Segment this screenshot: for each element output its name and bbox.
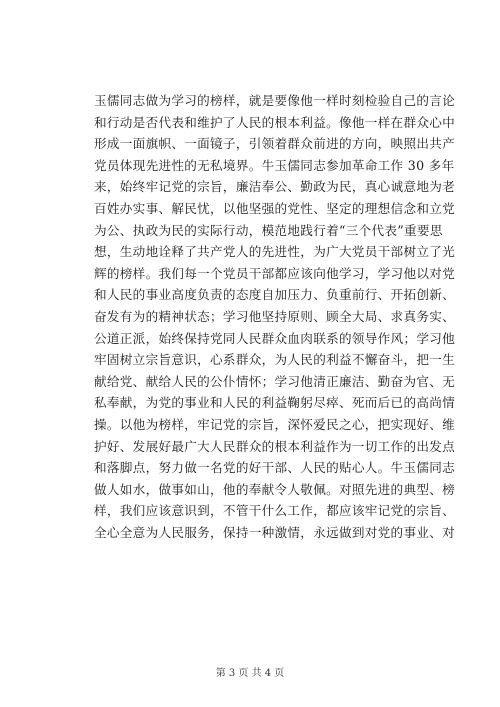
text-line: 私奉献，为党的事业和人民的利益鞠躬尽瘁、死而后已的高尚情 [94,395,456,411]
text-line: 牢固树立宗旨意识，心系群众，为人民的利益不懈奋斗，把一生 [94,352,456,368]
text-line: 做人如水，做事如山，他的奉献令人敬佩。对照先进的典型、榜 [94,481,456,497]
text-line: 护好、发展好最广大人民群众的根本利益作为一切工作的出发点 [94,438,456,454]
text-line: 百姓办实事、解民忧，以他坚强的党性、坚定的理想信念和立党 [94,200,456,216]
text-line: 奋发有为的精神状态；学习他坚持原则、顾全大局、求真务实、 [94,308,456,324]
text-line: 公道正派，始终保持党同人民群众血肉联系的领导作风；学习他 [94,330,456,346]
page-footer: 第 3 页 共 4 页 [215,668,285,679]
text-line: 为公、执政为民的实际行动，模范地践行着“三个代表”重要思 [94,222,443,238]
text-line: 献给党、献给人民的公仆情怀；学习他清正廉洁、勤奋为官、无 [94,373,456,389]
text-line: 全心全意为人民服务，保持一种激情，永远做到对党的事业、对 [94,524,456,540]
text-line: 辉的榜样。我们每一个党员干部都应该向他学习，学习他以对党 [94,265,456,281]
text-line: 和行动是否代表和维护了人民的根本利益。像他一样在群众心中 [94,114,456,130]
text-line: 和人民的事业高度负责的态度自加压力、负重前行、开拓创新、 [94,287,456,303]
text-line: 和落脚点，努力做一名党的好干部、人民的贴心人。牛玉儒同志 [94,460,456,476]
text-line: 样，我们应该意识到，不管干什么工作，都应该牢记党的宗旨、 [94,503,456,519]
text-line: 党员体现先进性的无私境界。牛玉儒同志参加革命工作 30 多年 [94,157,455,173]
body-text [94,90,456,543]
text-line: 操。以他为榜样，牢记党的宗旨，深怀爱民之心，把实现好、维 [94,416,456,432]
text-line: 玉儒同志做为学习的榜样，就是要像他一样时刻检验自己的言论 [94,93,456,108]
text-line: 想，生动地诠释了共产党人的先进性，为广大党员干部树立了光 [94,244,456,260]
text-line: 来，始终牢记党的宗旨，廉洁奉公、勤政为民，真心诚意地为老 [94,179,456,195]
text-line: 形成一面旗帜、一面镜子，引领着群众前进的方向，映照出共产 [94,136,456,152]
